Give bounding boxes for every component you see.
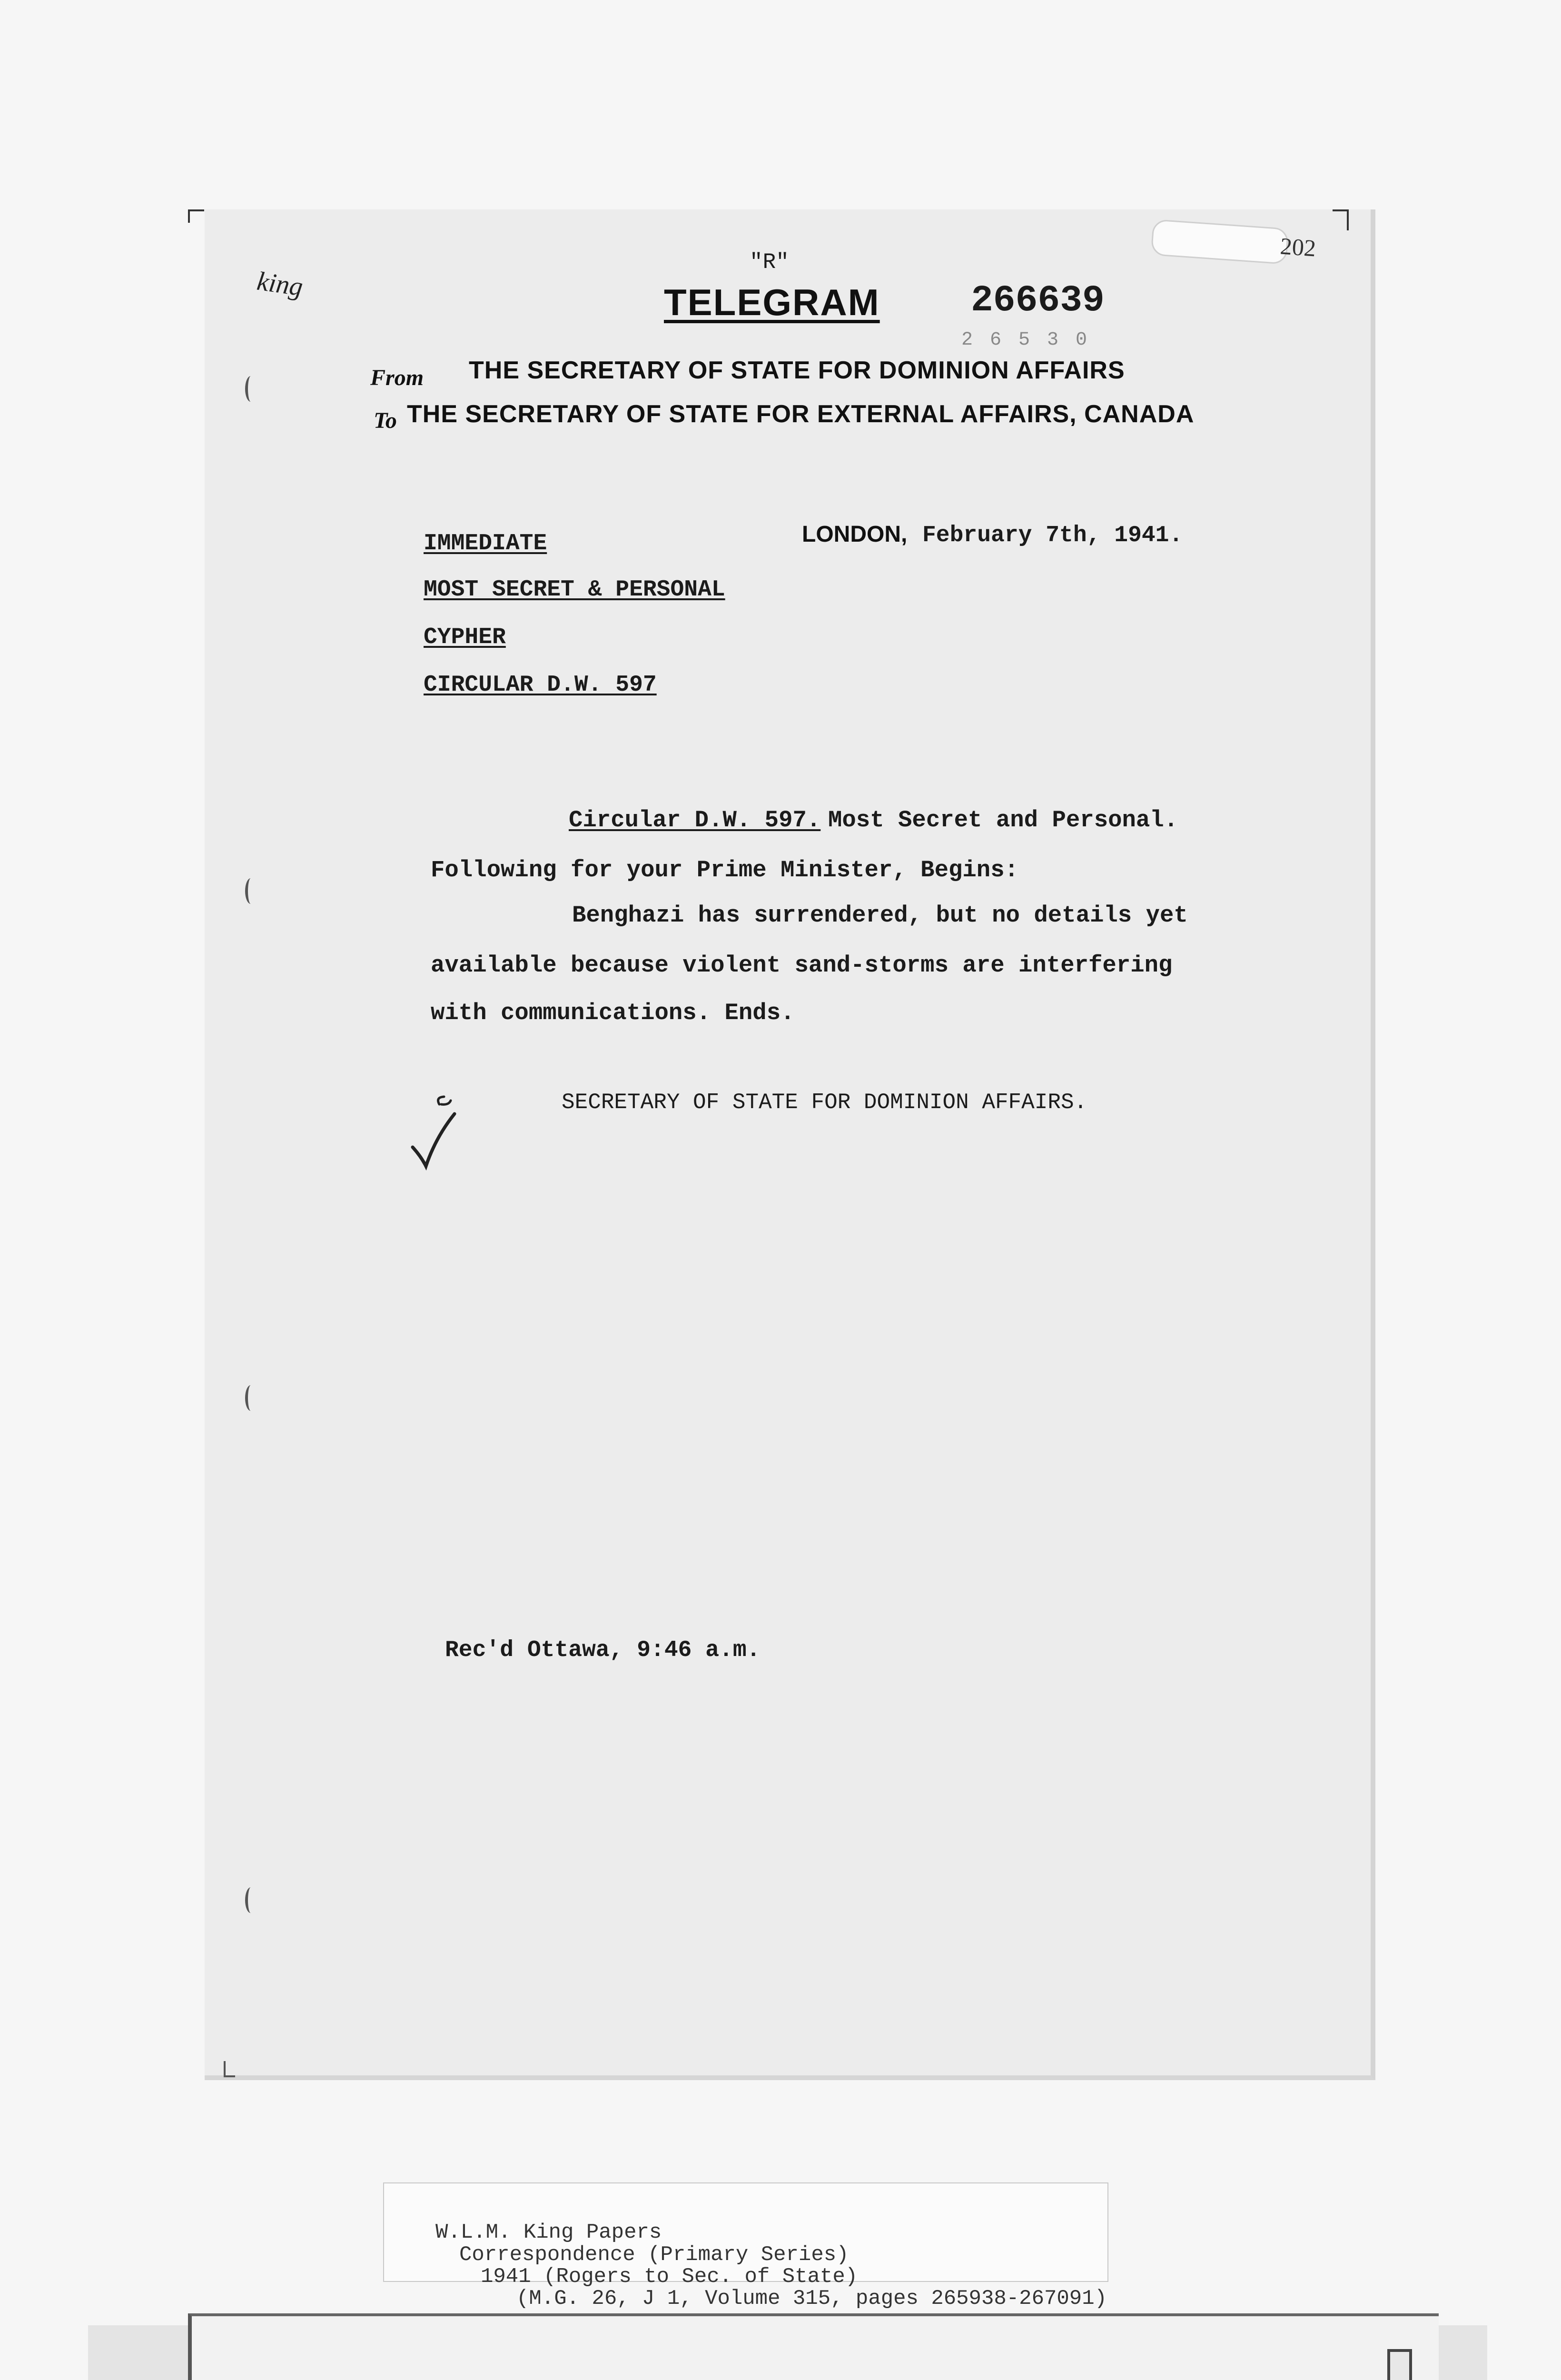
telegram-sheet bbox=[205, 209, 1375, 2080]
to-label: To bbox=[374, 408, 397, 433]
faint-stamp: 2 6 5 3 0 bbox=[961, 329, 1090, 351]
header-secrecy: MOST SECRET & PERSONAL bbox=[424, 577, 725, 603]
header-cypher: CYPHER bbox=[424, 625, 506, 650]
punch-hole bbox=[245, 1385, 257, 1411]
header-immediate: IMMEDIATE bbox=[424, 531, 547, 556]
archives-card bbox=[188, 2313, 1439, 2380]
from-label: From bbox=[370, 365, 424, 390]
body-line: available because violent sand-storms are interfering bbox=[431, 952, 1173, 979]
to-recipient: THE SECRETARY OF STATE FOR EXTERNAL AFFAIRS, CANADA bbox=[407, 400, 1195, 428]
punch-hole bbox=[245, 878, 257, 904]
punch-hole bbox=[245, 376, 257, 402]
reference-line: W.L.M. King Papers bbox=[435, 2221, 662, 2244]
telegram-label: "R" bbox=[750, 250, 789, 275]
place: LONDON, bbox=[802, 522, 908, 547]
from-sender: THE SECRETARY OF STATE FOR DOMINION AFFAIRS bbox=[469, 357, 1125, 384]
punch-hole bbox=[245, 1887, 257, 1913]
date: February 7th, 1941. bbox=[922, 523, 1183, 548]
signature: SECRETARY OF STATE FOR DOMINION AFFAIRS. bbox=[562, 1090, 1087, 1115]
check-mark-icon bbox=[407, 1095, 464, 1176]
card-clip bbox=[1387, 2349, 1412, 2380]
sheet-corner-mark bbox=[224, 2061, 235, 2077]
telegram-title: TELEGRAM bbox=[664, 281, 880, 323]
handwritten-mark: king bbox=[255, 266, 305, 302]
header-circular: CIRCULAR D.W. 597 bbox=[424, 672, 657, 698]
body-line: Benghazi has surrendered, but no details yet bbox=[572, 902, 1188, 929]
body-line: Most Secret and Personal. bbox=[828, 807, 1178, 833]
telegram-number: 266639 bbox=[971, 280, 1105, 322]
body-line: with communications. Ends. bbox=[431, 1000, 795, 1026]
body-circular-ref: Circular D.W. 597. bbox=[569, 807, 821, 833]
handwritten-page-number: 202 bbox=[1279, 232, 1317, 262]
sheet-corner-mark bbox=[1333, 209, 1349, 230]
reference-line: 1941 (Rogers to Sec. of State) bbox=[481, 2265, 858, 2289]
body-line: Following for your Prime Minister, Begins: bbox=[431, 857, 1019, 883]
received-note: Rec'd Ottawa, 9:46 a.m. bbox=[445, 1637, 761, 1663]
reference-line: (M.G. 26, J 1, Volume 315, pages 265938-267091) bbox=[516, 2287, 1107, 2311]
sheet-corner-mark bbox=[188, 209, 204, 223]
reference-line: Correspondence (Primary Series) bbox=[459, 2243, 849, 2267]
